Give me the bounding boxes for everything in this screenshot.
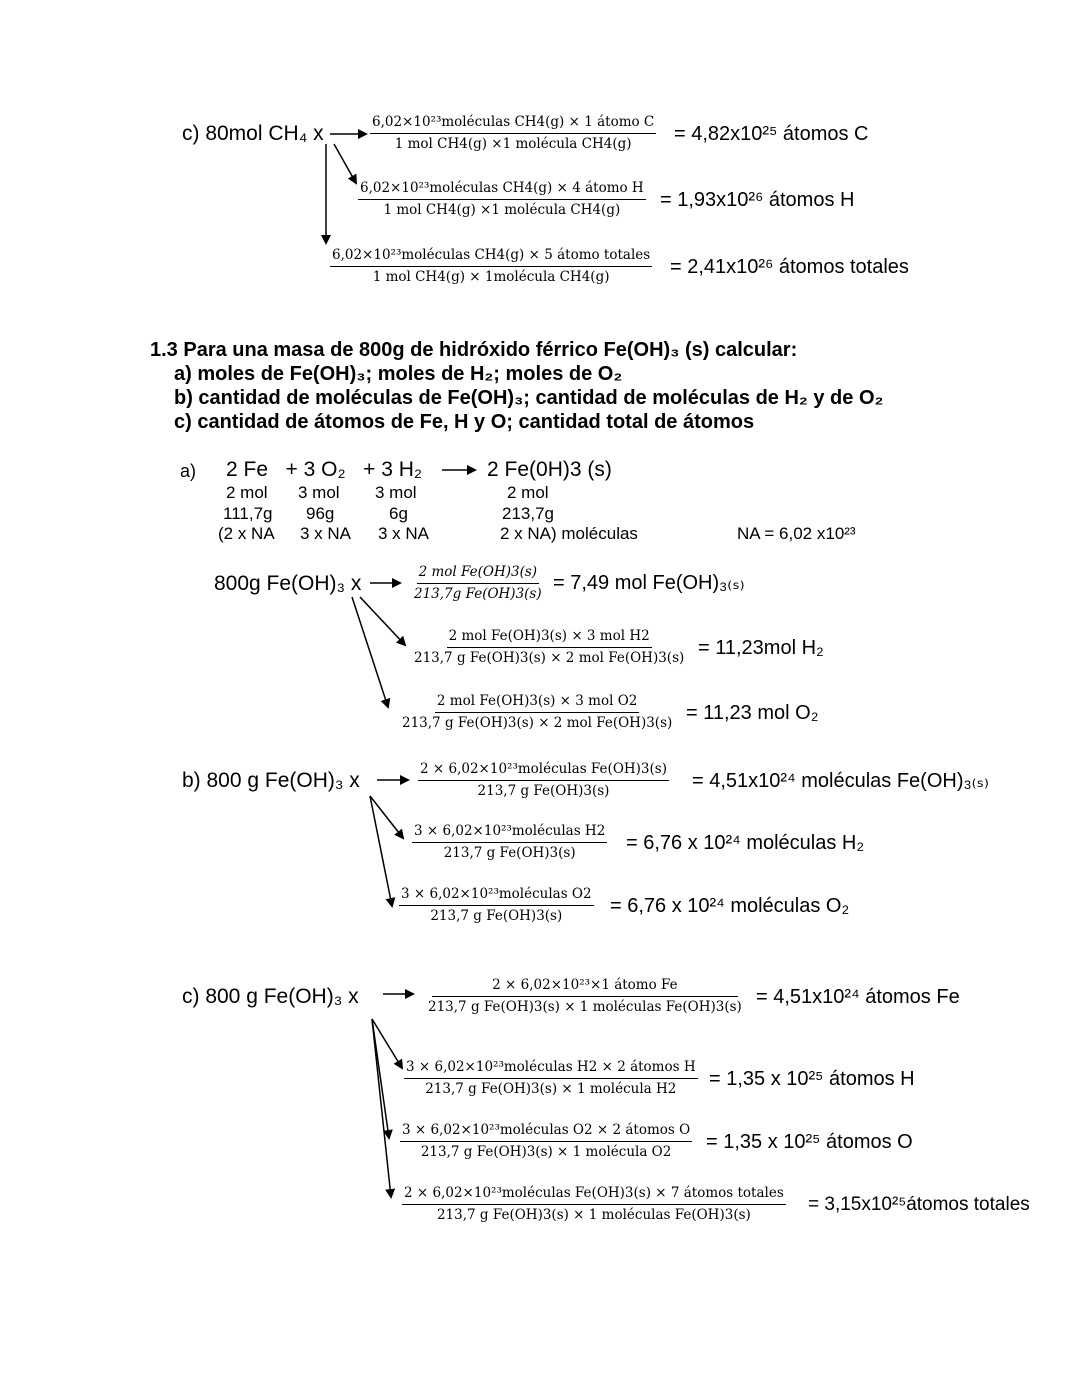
- ch4-result-2: = 1,93x10²⁶ átomos H: [660, 189, 855, 211]
- part-b-result-3: = 6,76 x 10²⁴ moléculas O₂: [610, 895, 850, 917]
- eq-row2-h2: 6g: [389, 504, 408, 523]
- part-b-fraction-2: [412, 825, 607, 860]
- part-b-fraction-2-denominator: 213,7 g Fe(OH)3(s): [443, 844, 576, 861]
- part-b-result-2: = 6,76 x 10²⁴ moléculas H₂: [626, 832, 865, 854]
- part-c-result-3: = 1,35 x 10²⁵ átomos O: [706, 1131, 913, 1153]
- eq-row3-h2: 3 x NA: [378, 524, 430, 543]
- arrow-c-3: [372, 1019, 389, 1138]
- ch4-fraction-2: [358, 182, 646, 217]
- ch4-fraction-2-denominator: 1 mol CH4(g) ×1 molécula CH4(g): [383, 201, 621, 218]
- part-a-result-2: = 11,23mol H₂: [698, 637, 824, 659]
- ch4-fraction-3: [330, 249, 652, 284]
- eq-row2-fe: 111,7g: [223, 504, 273, 523]
- arrow-b-2: [370, 796, 403, 838]
- part-c-fraction-2: [404, 1061, 698, 1096]
- part-a-fraction-1-denominator: 213,7g Fe(OH)3(s): [414, 585, 542, 602]
- arrow-c-4: [372, 1019, 391, 1197]
- part-b-fraction-3: [399, 888, 594, 923]
- part-a-fraction-3: [400, 695, 674, 730]
- part-b-fraction-3-denominator: 213,7 g Fe(OH)3(s): [430, 907, 563, 924]
- eq-row3-feoh3: 2 x NA) moléculas: [500, 524, 638, 543]
- arrow-a-3: [352, 597, 388, 707]
- problem-item-b: b) cantidad de moléculas de Fe(OH)₃; cantidad de moléculas de H₂ y de O₂: [174, 387, 884, 409]
- part-b-start-label: b) 800 g Fe(OH)₃ x: [182, 769, 360, 792]
- eq-row1-feoh3: 2 mol: [507, 483, 549, 502]
- part-c-result-4: = 3,15x10²⁵átomos totales: [808, 1194, 1030, 1215]
- ch4-fraction-3-denominator: 1 mol CH4(g) × 1molécula CH4(g): [372, 268, 610, 285]
- eq-row2-o2: 96g: [306, 504, 335, 523]
- ch4-fraction-1-denominator: 1 mol CH4(g) ×1 molécula CH4(g): [394, 135, 632, 152]
- part-b-fraction-3-numerator: 3 × 6,02×10²³moléculas O2: [399, 888, 594, 906]
- arrow-c-2: [372, 1019, 402, 1068]
- part-c-fraction-3-denominator: 213,7 g Fe(OH)3(s) × 1 molécula O2: [420, 1143, 672, 1160]
- arrow-a-2: [360, 597, 405, 645]
- part-c-fraction-4-numerator: 2 × 6,02×10²³moléculas Fe(OH)3(s) × 7 átomos totales: [402, 1187, 786, 1205]
- part-c-fraction-1-numerator: 2 × 6,02×10²³×1 átomo Fe: [432, 979, 738, 997]
- equation-label: a): [180, 461, 197, 481]
- eq-row1-o2: 3 mol: [298, 483, 340, 502]
- arrow-ch4-2: [334, 144, 356, 183]
- part-c-fraction-3: [400, 1124, 692, 1159]
- part-b-fraction-1-numerator: 2 × 6,02×10²³moléculas Fe(OH)3(s): [418, 763, 669, 781]
- part-c-fraction-4: [402, 1187, 786, 1222]
- part-c-fraction-4-denominator: 213,7 g Fe(OH)3(s) × 1 moléculas Fe(OH)3(s): [436, 1206, 751, 1223]
- eq-row1-fe: 2 mol: [226, 483, 268, 502]
- part-a-result-3: = 11,23 mol O₂: [686, 702, 819, 724]
- part-a-result-1: = 7,49 mol Fe(OH)₃₍ₛ₎: [553, 572, 745, 594]
- part-c-fraction-2-numerator: 3 × 6,02×10²³moléculas H2 × 2 átomos H: [404, 1061, 698, 1079]
- eq-row2-feoh3: 213,7g: [502, 504, 554, 523]
- ch4-result-1: = 4,82x10²⁵ átomos C: [674, 123, 869, 145]
- part-a-fraction-3-denominator: 213,7 g Fe(OH)3(s) × 2 mol Fe(OH)3(s): [402, 714, 673, 731]
- part-a-start-label: 800g Fe(OH)₃ x: [214, 572, 362, 595]
- part-c-result-1: = 4,51x10²⁴ átomos Fe: [756, 986, 960, 1008]
- part-c-fraction-3-numerator: 3 × 6,02×10²³moléculas O2 × 2 átomos O: [400, 1124, 692, 1142]
- part-b-fraction-2-numerator: 3 × 6,02×10²³moléculas H2: [412, 825, 607, 843]
- part-a-fraction-2-numerator: 2 mol Fe(OH)3(s) × 3 mol H2: [447, 630, 652, 648]
- part-b-result-1: = 4,51x10²⁴ moléculas Fe(OH)₃₍ₛ₎: [692, 770, 989, 792]
- part-b-fraction-1-denominator: 213,7 g Fe(OH)3(s): [477, 782, 610, 799]
- part-c-start-label: c) 800 g Fe(OH)₃ x: [182, 985, 359, 1008]
- ch4-result-3: = 2,41x10²⁶ átomos totales: [670, 256, 909, 278]
- problem-item-a: a) moles de Fe(OH)₃; moles de H₂; moles de O₂: [174, 363, 623, 385]
- problem-title: 1.3 Para una masa de 800g de hidróxido férrico Fe(OH)₃ (s) calcular:: [150, 339, 798, 361]
- part-a-fraction-3-numerator: 2 mol Fe(OH)3(s) × 3 mol O2: [435, 695, 639, 713]
- ch4-fraction-1: [370, 116, 656, 151]
- part-a-fraction-2-denominator: 213,7 g Fe(OH)3(s) × 2 mol Fe(OH)3(s): [414, 649, 685, 666]
- problem-item-c: c) cantidad de átomos de Fe, H y O; cantidad total de átomos: [174, 411, 755, 433]
- ch4-fraction-1-numerator: 6,02×10²³moléculas CH4(g) × 1 átomo C: [370, 116, 656, 134]
- part-c-fraction-1-denominator: 213,7 g Fe(OH)3(s) × 1 moléculas Fe(OH)3(s): [428, 998, 742, 1015]
- equation-product: 2 Fe(0H)3 (s): [487, 458, 612, 481]
- part-a-fraction-1: [412, 566, 544, 601]
- part-c-fraction-1: [426, 979, 744, 1014]
- eq-row3-o2: 3 x NA: [300, 524, 352, 543]
- ch4-start-label: c) 80mol CH₄ x: [182, 122, 324, 145]
- part-c-result-2: = 1,35 x 10²⁵ átomos H: [709, 1068, 915, 1090]
- ch4-fraction-2-numerator: 6,02×10²³moléculas CH4(g) × 4 átomo H: [358, 182, 646, 200]
- part-c-fraction-2-denominator: 213,7 g Fe(OH)3(s) × 1 molécula H2: [425, 1080, 677, 1097]
- equation-reactants: 2 Fe + 3 O₂ + 3 H₂: [226, 458, 423, 481]
- part-b-fraction-1: [418, 763, 669, 798]
- part-a-fraction-1-numerator: 2 mol Fe(OH)3(s): [417, 566, 539, 584]
- ch4-fraction-3-numerator: 6,02×10²³moléculas CH4(g) × 5 átomo totales: [330, 249, 652, 267]
- avogadro-constant: NA = 6,02 x10²³: [737, 524, 856, 543]
- arrow-b-3: [370, 796, 392, 906]
- eq-row3-fe: (2 x NA: [218, 524, 275, 543]
- part-a-fraction-2: [412, 630, 686, 665]
- eq-row1-h2: 3 mol: [375, 483, 417, 502]
